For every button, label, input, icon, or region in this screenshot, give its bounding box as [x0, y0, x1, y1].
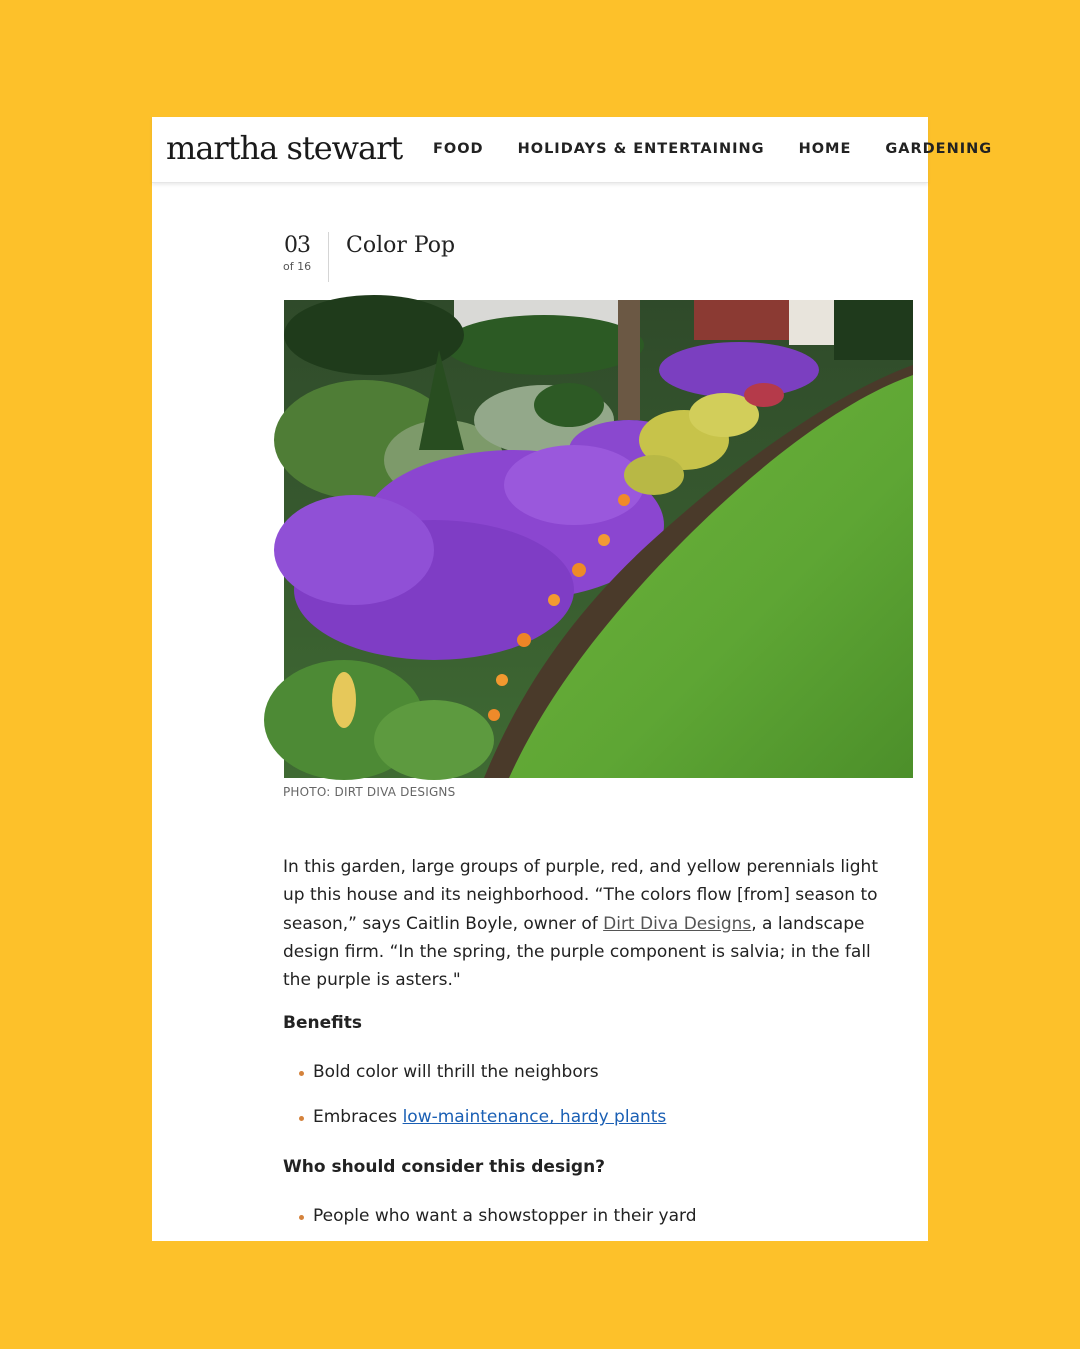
nav-item-holidays-entertaining[interactable]: HOLIDAYS & ENTERTAINING	[517, 141, 765, 157]
main-nav	[433, 139, 992, 159]
bullet-icon	[299, 1116, 304, 1121]
slide-number: 03	[284, 233, 310, 258]
nav-item-home[interactable]: HOME	[798, 141, 852, 157]
slide-total: of 16	[283, 260, 312, 273]
benefit-text: Bold color will thrill the neighbors	[313, 1062, 599, 1083]
slide-title: Color Pop	[346, 233, 456, 258]
bullet-icon	[299, 1215, 304, 1220]
photo-credit: PHOTO: DIRT DIVA DESIGNS	[283, 785, 456, 799]
bullet-icon	[299, 1071, 304, 1076]
site-header	[152, 117, 993, 183]
low-maintenance-plants-link[interactable]: low-maintenance, hardy plants	[402, 1107, 667, 1128]
slide-counter	[282, 232, 329, 282]
intro-text-end: , a landscape design firm. “In the spring, the purple component is salvia; in the fall the purple is asters."	[283, 913, 871, 991]
garden-photo	[284, 300, 913, 778]
dirt-diva-designs-link[interactable]: Dirt Diva Designs	[603, 913, 752, 934]
who-text: People who want a showstopper in their yard	[313, 1206, 697, 1227]
intro-paragraph	[283, 853, 898, 994]
site-logo[interactable]: martha stewart	[166, 129, 403, 167]
list-item	[299, 1105, 898, 1129]
nav-item-food[interactable]: FOOD	[433, 141, 484, 157]
nav-item-gardening[interactable]: GARDENING	[885, 141, 993, 157]
article-card	[152, 117, 993, 1241]
list-item	[299, 1204, 898, 1228]
article-body	[283, 853, 898, 1228]
who-list	[283, 1204, 898, 1228]
benefit-text-prefix: Embraces	[313, 1107, 403, 1128]
benefits-list	[283, 1060, 898, 1129]
who-should-consider-heading: Who should consider this design?	[283, 1157, 606, 1178]
list-item	[299, 1060, 898, 1084]
intro-text-start: In this garden, large groups of purple, red, and yellow perennials light up this house and its neighborhood. “The colors flow [from] season to season,” says Caitlin Boyle, owner of	[283, 857, 878, 934]
benefits-heading: Benefits	[283, 1013, 362, 1034]
